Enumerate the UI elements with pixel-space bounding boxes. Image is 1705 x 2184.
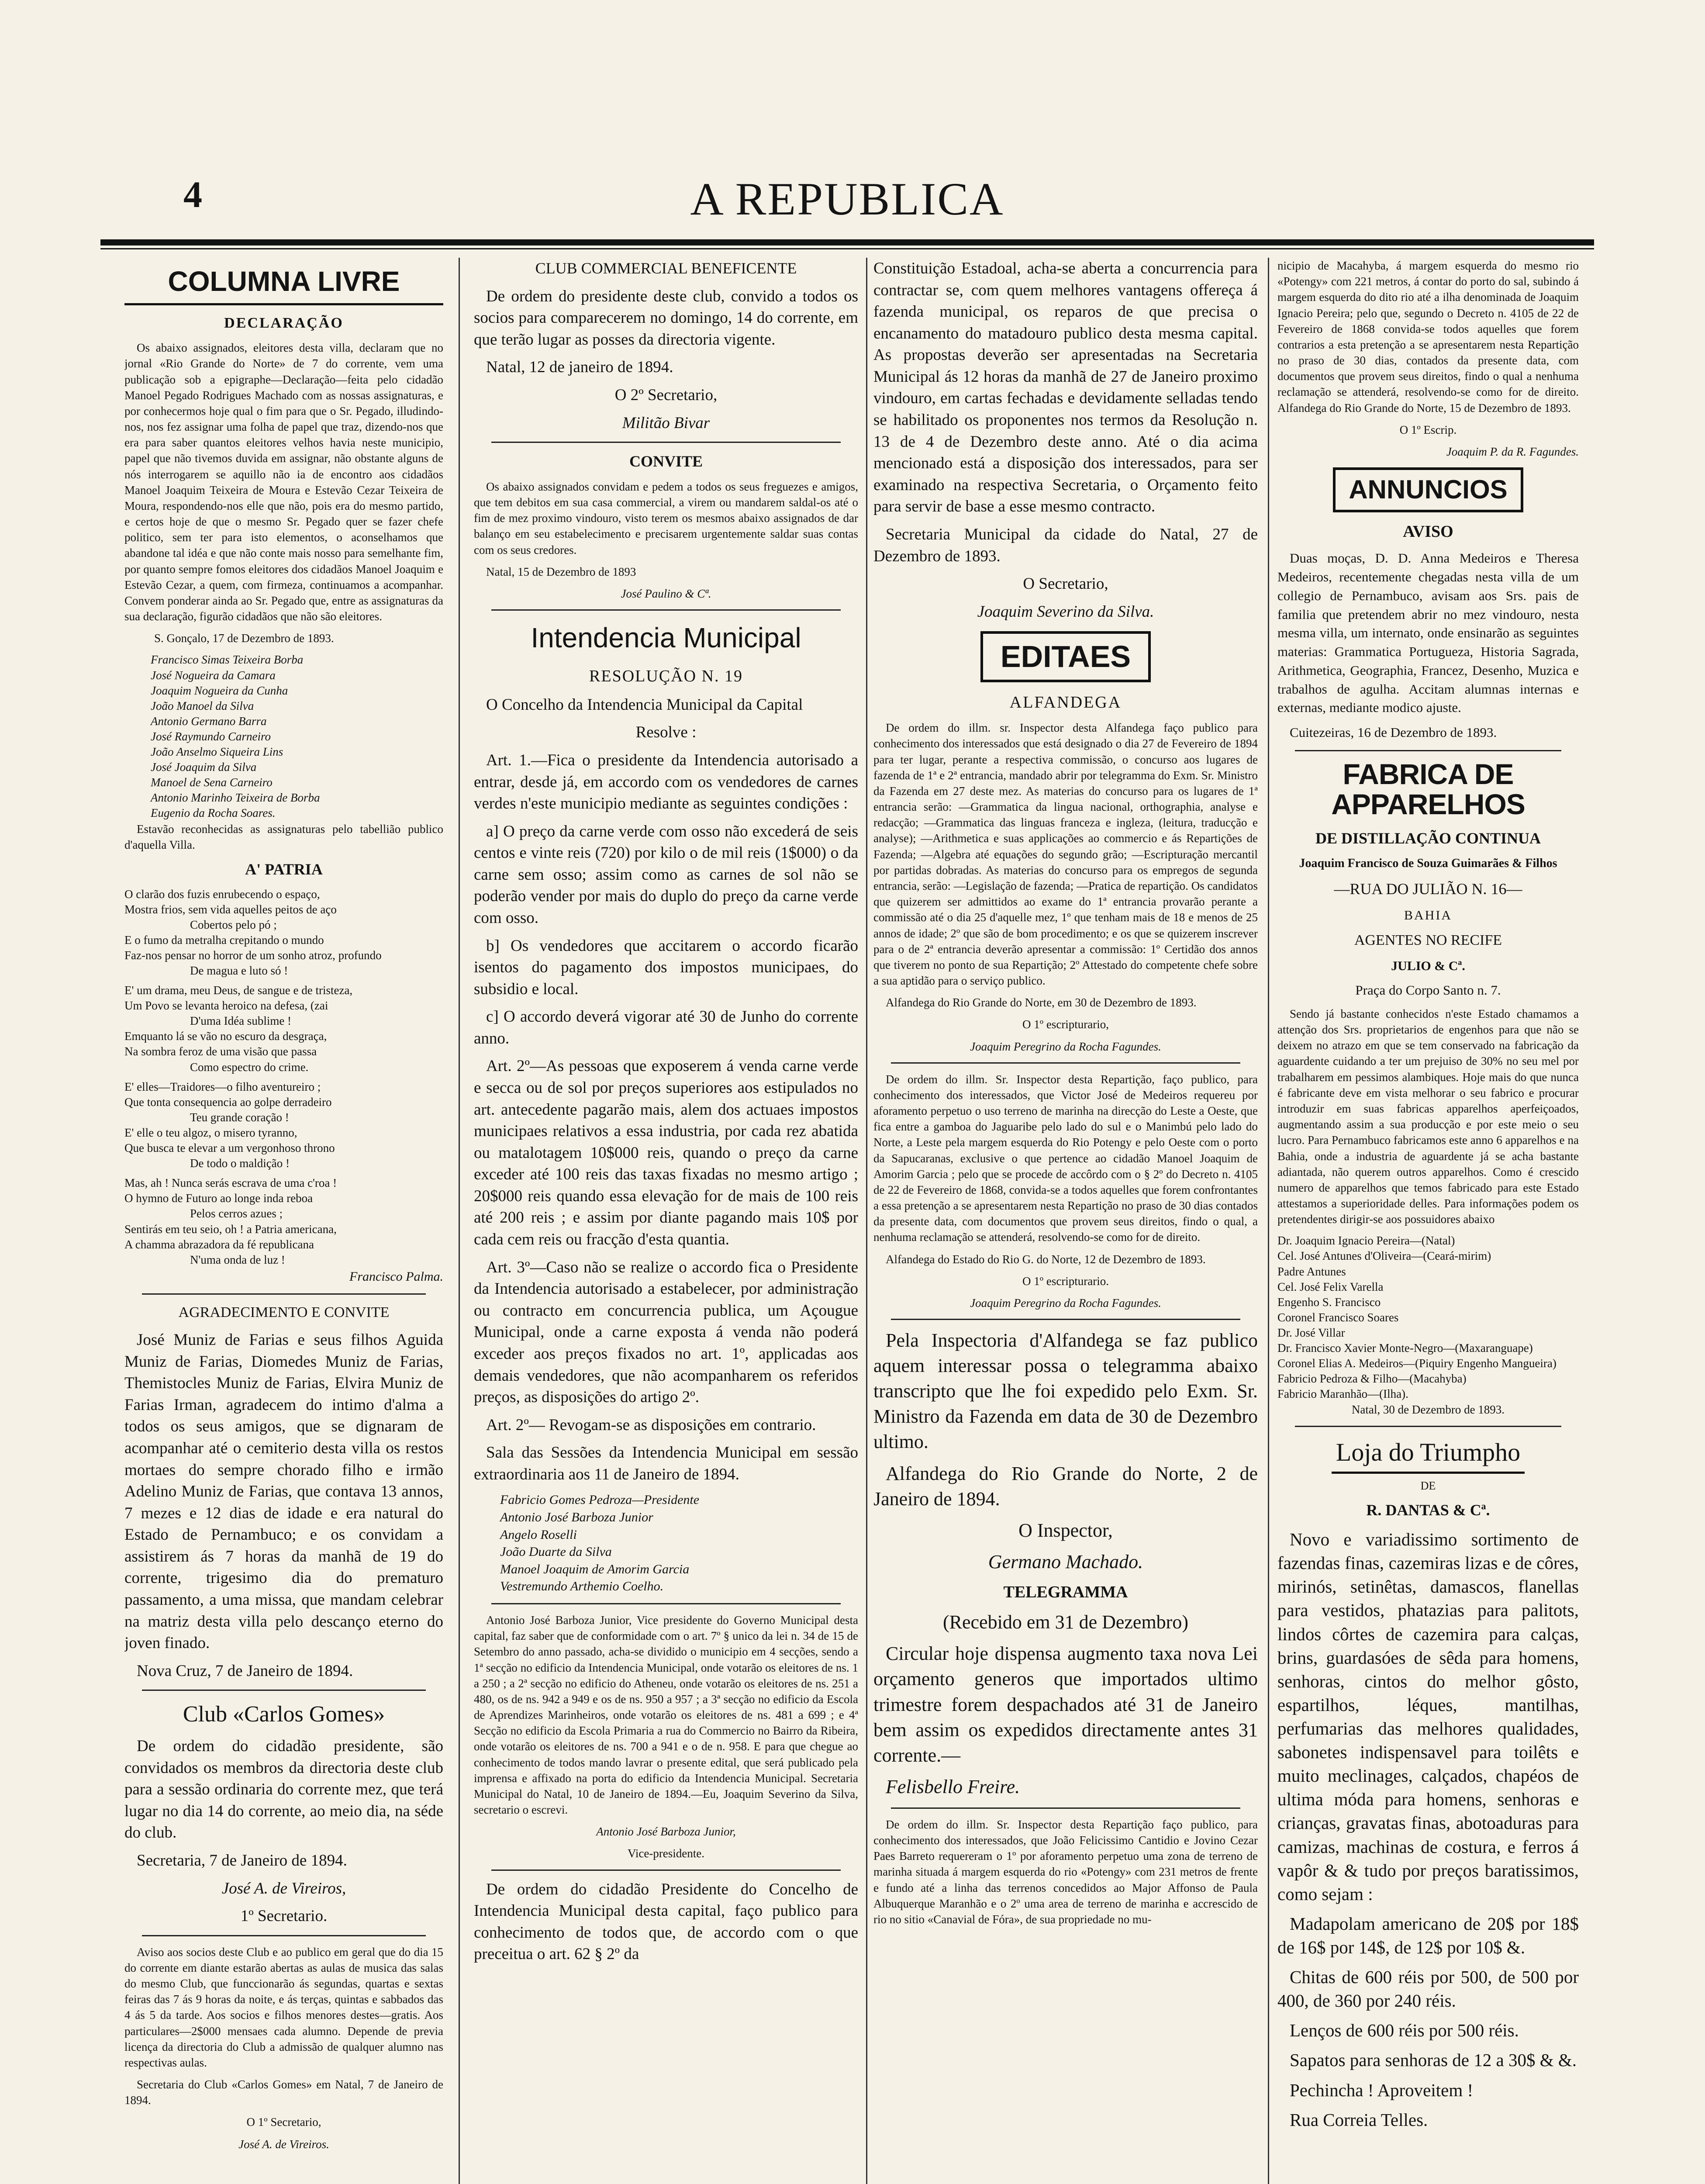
poem-line: Mas, ah ! Nunca serás escrava de uma c'roa !	[124, 1176, 337, 1190]
signer-name: José Raymundo Carneiro	[151, 729, 271, 743]
poem-line: A chamma abrazadora da fé republicana	[124, 1237, 314, 1251]
poem-line: E' um drama, meu Deus, de sangue e de tristeza,	[124, 984, 353, 997]
poem-line: Na sombra feroz de uma visão que passa	[124, 1045, 317, 1058]
poem-line: O clarão dos fuzis enrubecendo o espaço,	[124, 887, 320, 901]
alfandega-signature: Joaquim Peregrino da Rocha Fagundes.	[970, 1040, 1161, 1053]
owner-entry: Fabricio Pedroza & Filho—(Macahyba)	[1277, 1372, 1467, 1386]
section-divider	[891, 1062, 1240, 1064]
fabrica-place: Natal, 30 de Dezembro de 1893.	[1351, 1403, 1505, 1417]
club-text: De ordem do cidadão presidente, são convidados os membros da directoria deste club para a sessão ordinaria do corrente mez, que terá lugar no dia 14 do corrente, ao meio dia, na séde do club.	[124, 1737, 443, 1842]
resolucao-paragraph: b] Os vendedores que accitarem o accordo ficarão isentos do pagamento dos impostos municipaes, do subsidio e local.	[474, 936, 858, 998]
signer-name: Eugenio da Rocha Soares.	[151, 806, 276, 820]
telegramma-text: Circular hoje dispensa augmento taxa nova Lei orçamento generos que importados ultimo trimestre forem despachados até 31 de Janeiro bem assim os expedidos directamente antes 31 corrente.—	[873, 1643, 1258, 1766]
agradecimento-place: Nova Cruz, 7 de Janeiro de 1894.	[137, 1662, 353, 1680]
columna-livre-title: COLUMNA LIVRE	[124, 262, 443, 305]
poem-line: Sentirás em teu seio, oh ! a Patria americana,	[124, 1222, 337, 1236]
page-number: 4	[183, 173, 202, 215]
inspectoria-place: Alfandega do Rio Grande do Norte, 2 de Janeiro de 1894.	[873, 1462, 1258, 1510]
loja-title: Loja do Triumpho	[1332, 1435, 1525, 1474]
resolucao-paragraph: c] O accordo deverá vigorar até 30 de Junho do corrente anno.	[474, 1008, 858, 1047]
loja-owner: R. DANTAS & Cª.	[1366, 1501, 1490, 1519]
publicacao-role: Vice-presidente.	[627, 1847, 705, 1860]
club-carlos-gomes-title: Club «Carlos Gomes»	[183, 1702, 385, 1727]
convite-title: CONVITE	[629, 453, 703, 470]
section-divider	[891, 1807, 1240, 1809]
column-1	[124, 258, 443, 2184]
poem-line: Mostra frios, sem vida aquelles peitos de aço	[124, 902, 337, 916]
owner-entry: Cel. José Felix Varella	[1277, 1280, 1384, 1293]
poem-line: Pelos cerros azues ;	[190, 1207, 283, 1220]
club-commercial-title: CLUB COMMERCIAL BENEFICENTE	[535, 259, 797, 277]
declaracao-place: S. Gonçalo, 17 de Dezembro de 1893.	[154, 632, 334, 645]
signer-name: João Anselmo Siqueira Lins	[151, 745, 283, 759]
fabrica-subtitle: DE DISTILLAÇÃO CONTINUA	[1315, 829, 1541, 847]
alfandega-title: ALFANDEGA	[1009, 693, 1122, 712]
club-aviso-place: Secretaria do Club «Carlos Gomes» em Natal, 7 de Janeiro de 1894.	[124, 2078, 443, 2107]
poem-line: O hymno de Futuro ao longe inda reboa	[124, 1192, 313, 1205]
poem-line: N'uma onda de luz !	[190, 1253, 285, 1266]
section-divider	[891, 1319, 1240, 1320]
declaracao-footer: Estavão reconhecidas as assignaturas pelo tabellião publico d'aquella Villa.	[124, 822, 443, 851]
section-divider	[1295, 750, 1561, 751]
resolucao-signers	[474, 1491, 858, 1595]
club-signature: José A. de Vireiros,	[221, 1879, 346, 1897]
loja-price: Lenços de 600 réis por 500 réis.	[1290, 2020, 1519, 2041]
section-divider	[1295, 1426, 1561, 1427]
column-divider	[459, 258, 460, 2184]
club-commercial-place: Natal, 12 de janeiro de 1894.	[486, 358, 673, 377]
column-3	[873, 258, 1258, 2184]
poem-line: Que tonta consequencia ao golpe derradeiro	[124, 1095, 332, 1109]
resolucao-paragraph: Art. 2º—As pessoas que exposerem á venda carne verde e secca ou de sol por preços superiores aos estipulados no art. antecedente pagarão mais, alem dos actuaes impostos municipaes relativos a essa industria, por cada rez abatida ou matalotagem 10$000 reis, quando o preço da carne exceder até 100 reis das taxas fixadas no mesmo artigo ; 20$000 reis quando essa elevação for de mais de 100 reis até 200 reis ; e assim por diante pagando mais 10$ por cada cem reis ou fracção d'esta quantia.	[474, 1057, 858, 1249]
loja-price: Chitas de 600 réis por 500, de 500 por 400, de 360 por 240 réis.	[1277, 1967, 1579, 2011]
owner-entry: Coronel Francisco Soares	[1277, 1310, 1399, 1324]
edital-signature: Joaquim Peregrino da Rocha Fagundes.	[970, 1296, 1161, 1310]
club-commercial-text: De ordem do presidente deste club, convido a todos os socios para comparecerem no domingo, 14 do corrente, em que terão lugar as posses da directoria vigente.	[474, 287, 858, 349]
fabrica-title: FABRICA DE APPARELHOS	[1331, 757, 1525, 821]
poem-line: Cobertos pelo pó ;	[190, 918, 277, 931]
poem-line: Teu grande coração !	[190, 1110, 289, 1124]
signer-name: Antonio José Barboza Junior	[500, 1510, 653, 1525]
convite-text: Os abaixo assignados convidam e pedem a todos os seus freguezes e amigos, que tem debitos em sua casa commercial, a virem ou mandarem saldal-os até o fim de mez proximo vindouro, visto terem os mesmos abaixo assignados de dar balanço em seu estabelecimento e precisarem urgentemente saldar suas contas com os seus credores.	[474, 480, 858, 556]
section-divider	[491, 609, 841, 611]
column-divider	[1268, 258, 1269, 2184]
aforamento-text: De ordem do illm. Sr. Inspector desta Repartição faço publico, para conhecimento dos interessados, que João Felicissimo Cantidio e Jovino Cezar Paes Barreto requereram o 1º por aforamento perpetuo uma zona de terreno de marinha situada á margem esquerda do rio «Potengy» com 231 metros de frente e fundo até a linha das terrenos concedidos ao Major Affonso de Paula Albuquerque Maranhão e o 2º uma area de terreno de marinha e accrescido de rio no sitio «Canavial de Fóra», de sua propriedade no mu-	[873, 1818, 1258, 1926]
resolucao-paragraph: Art. 3º—Caso não se realize o accordo fica o Presidente da Intendencia autorisado a estabelecer, por administração ou contracto em concurrencia publica, um Açougue Municipal, onde a carne exposta á venda não poderá exceder aos preços fixados no art. 1º, applicadas aos demais vendedores, que não acompanharem os referidos preços, as disposições do artigo 2º.	[474, 1258, 858, 1406]
aviso-title: AVISO	[1403, 522, 1453, 541]
alfandega-text: De ordem do illm. sr. Inspector desta Alfandega faço publico para conhecimento dos interessados que está designado o dia 27 de Fevereiro de 1894 para ter lugar, perante a respectiva commissão, o concurso aos lugares de fazenda de 1ª e 2ª entrancia, mandado abrir por telegramma do Exm. Sr. Ministro da Fazenda em 27 deste mez. As materias do concurso para os lugares de 1ª entrancia serão: —Grammatica da lingua nacional, orthographia, analyse e redacção; —Grammatica das linguas franceza e ingleza, (leitura, traducção e analyse); —Arithmetica e suas applicações ao commercio e ás Repartições de Fazenda; —Algebra até equações do segundo grão; —Escripturação mercantil por partidas dobradas. As materias do concurso para os empregos de segunda entrancia, serão: —Legislação de fazenda; —Pratica de repartição. Os candidatos que quizerem ser admittidos ao exame do 1ª entrancia provarão perante a commissão até o dia 25 d'aquelle mez, 1º que tenham mais de 18 e menos de 25 annos de idade; 2º que são de bom procedimento; e os que se quizerem inscrever para o de 2ª entrancia deverão apresentar a commissão: 1º Certidão dos annos que tiverem no ponto de sua Repartição; 2º Attestado do competente chefe sobre a sua aptidão para o serviço publico.	[873, 721, 1258, 988]
publicacao-text: Antonio José Barboza Junior, Vice presidente do Governo Municipal desta capital, faz saber que de conformidade com o art. 7º § unico da lei n. 34 de 15 de Setembro do anno passado, acha-se dividido o municipio em 4 secções, sendo a 1ª secção no edificio da Intendencia Municipal, onde votarão os eleitores de ns. 1 a 250 ; a 2ª secção no edificio do Atheneu, onde votarão os eleitores de ns. 251 a 480, os de ns. 942 a 949 e os de ns. 950 a 957 ; a 3ª secção no edificio da Escola de Aprendizes Marinheiros, onde votarão os eleitores de ns. 481 a 699 ; e 4ª Secção no edificio da Escola Primaria a rua do Commercio no Bairro da Ribeira, onde votarão os eleitores de ns. 700 a 941 e o de n. 958. E para que chegue ao conhecimento de todos mando lavrar o presente edital, que será publicado pela imprensa e affixado na porta do edificio da Intendencia Municipal. Secretaria Municipal do Natal, 10 de Janeiro de 1894.—Eu, Joaquim Severino da Silva, secretario o escrevi.	[474, 1613, 858, 1817]
agradecimento-title: AGRADECIMENTO E CONVITE	[178, 1304, 390, 1321]
poem-line: E' elle o teu algoz, o misero tyranno,	[124, 1126, 297, 1139]
section-divider	[142, 1690, 426, 1691]
intendencia-title: Intendencia Municipal	[531, 622, 801, 654]
fabrica-owners-list	[1277, 1233, 1579, 1402]
poem-line: Emquanto lá se vão no escuro da desgraça,	[124, 1030, 327, 1043]
section-divider	[142, 1935, 426, 1936]
inspectoria-signature: Germano Machado.	[988, 1551, 1143, 1572]
signer-name: Joaquim Nogueira da Cunha	[151, 684, 288, 697]
poem-line: De todo o maldição !	[190, 1157, 290, 1170]
inspectoria-text: Pela Inspectoria d'Alfandega se faz publico aquem interessar possa o telegramma abaixo transcripto que lhe foi expedido pelo Exm. Sr. Ministro da Fazenda em data de 30 de Dezembro ultimo.	[873, 1330, 1258, 1453]
resolve-label: Resolve :	[635, 723, 697, 742]
convite-place: Natal, 15 de Dezembro de 1893	[486, 565, 636, 578]
declaracao-text: Os abaixo assignados, eleitores desta villa, declaram que no jornal «Rio Grande do Norte» de 7 do corrente, vem uma publicação sob a epigraphe—Declaração—feita pelo cidadão Manoel Pegado Rodrigues Machado com as nossas assignaturas, e por conhecermos hoje qual o fim para que o Sr. Pegado, illudindo-nos, nos fez assignar uma folha de papel que traz, dizendo-nos que era para saber quantos eleitores velhos havia neste municipio, papel que não tivemos duvida em assignar, não obstante alguns de nós interrogarem se aquillo não ia de encontro aos cidadãos Manoel Joaquim Teixeira de Moura e Estevão Cezar Teixeira de Moura, respondendo-nos elle que não, pois era do mesmo partido, e certos hoje de que o mesmo Sr. Pegado quer se fazer chefe politico, sem ter para isto elementos, o aconselhamos que abandone tal idéa e que não conte mais nosso para semelhante fim, por quanto sempre fomos eleitores dos cidadãos Manoel Joaquim e Estevão Cezar, a quem, com firmeza, continuamos a acompanhar. Convem ponderar ainda ao Sr. Pegado que, entre as assignaturas da sua declaração, figurão cidadãos que não são eleitores.	[124, 341, 443, 623]
telegramma-signature: Felisbello Freire.	[886, 1776, 1020, 1797]
resolucao-paragraph: a] O preço da carne verde com osso não excederá de seis centos e vinte reis (720) por kilo o de mil reis (1$000) o da carne sem osso; assim como as carnes de sol não se poderão vender por mais do duplo do preço da carne verde com osso.	[474, 822, 858, 927]
fabrica-agent-address: Praça do Corpo Santo n. 7.	[1355, 982, 1501, 998]
poem-line: E' elles—Traidores—o filho aventureiro ;	[124, 1080, 321, 1093]
club-role: 1º Secretario.	[240, 1907, 328, 1925]
aviso-place: Cuitezeiras, 16 de Dezembro de 1893.	[1290, 725, 1497, 740]
signer-name: Antonio Germano Barra	[151, 714, 267, 728]
owner-entry: Padre Antunes	[1277, 1265, 1346, 1278]
signer-name: José Nogueira da Camara	[151, 668, 276, 682]
signer-name: João Duarte da Silva	[500, 1545, 612, 1559]
edital-role: O 1º escripturario.	[1022, 1274, 1109, 1288]
owner-entry: Cel. José Antunes d'Oliveira—(Ceará-mirim)	[1277, 1249, 1491, 1263]
section-divider	[491, 1870, 841, 1871]
fabrica-owner: Joaquim Francisco de Souza Guimarães & Filhos	[1299, 857, 1557, 871]
concelho-text: De ordem do cidadão Presidente do Concelho de Intendencia Municipal desta capital, faço publico para conhecimento de todos que, de accordo com o que preceitua o art. 62 § 2º da	[474, 1880, 858, 1963]
signer-name: Antonio Marinho Teixeira de Borba	[151, 791, 320, 805]
resolucao-intro: O Concelho da Intendencia Municipal da Capital	[486, 695, 803, 714]
concorrencia-signature: Joaquim Severino da Silva.	[977, 602, 1154, 621]
column-2	[474, 258, 858, 2184]
aforamento-role: O 1º Escrip.	[1399, 423, 1457, 436]
aforamento-continuation: nicipio de Macahyba, á margem esquerda do mesmo rio «Potengy» com 221 metros, á contar do porto do sal, subindo á margem esquerda do dito rio até a ilha denominada de Joaquim Ignacio Pereira; pelo que, segundo o Decreto n. 4105 de 22 de Fevereiro de 1868 convida-se todos aquelles que forem contrarios a esta pretenção a se apresentarem nesta Repartição no praso de 30 dias, contados da presente data, com documentos que provem seus direitos, findo o qual a nenhuma reclamação se attenderá, resolvendo-se como for de direito. Alfandega do Rio Grande do Norte, 15 de Dezembro de 1893.	[1277, 259, 1579, 415]
alfandega-role: O 1º escripturario,	[1022, 1018, 1109, 1031]
signer-name: Manoel Joaquim de Amorim Garcia	[500, 1562, 690, 1576]
loja-footer: Pechincha ! Aproveitem !	[1290, 2080, 1474, 2100]
aviso-text: Duas moças, D. D. Anna Medeiros e Theresa Medeiros, recentemente chegadas nesta villa de um collegio de Pernambuco, avisam aos Srs. pais de familia que pretendem abrir no mez vindouro, nesta mesma villa, um internato, onde ensinarão as seguintes materias: Grammatica Portugueza, Historia Sagrada, Arithmetica, Geographia, Francez, Desenho, Muzica e trabalhos de agulha. Accitam alumnas internas e externas, mediante modico ajuste.	[1277, 550, 1579, 715]
resolucao-paragraph: Art. 1.—Fica o presidente da Intendencia autorisado a entrar, desde já, em accordo com os vendedores de carnes verdes n'este municipio mediante as seguintes condições :	[474, 751, 858, 813]
signer-name: José Joaquim da Silva	[151, 760, 257, 774]
concorrencia-place: Secretaria Municipal da cidade do Natal, 27 de Dezembro de 1893.	[873, 525, 1258, 565]
signer-name: Francisco Simas Teixeira Borba	[151, 653, 304, 667]
loja-de: DE	[1420, 1479, 1436, 1492]
resolucao-title: RESOLUÇÃO N. 19	[589, 667, 743, 686]
signer-name: Manoel de Sena Carneiro	[151, 776, 273, 789]
fabrica-city: BAHIA	[1404, 908, 1452, 923]
column-divider	[866, 258, 867, 2184]
agradecimento-text: José Muniz de Farias e seus filhos Aguida Muniz de Farias, Diomedes Muniz de Farias, Themistocles Muniz de Farias, Elvira Muniz de Farias Irman, agradecem do intimo d'alma a todos os seus amigos, que se dignaram de acompanhar até o cemiterio desta villa os restos mortaes do sempre chorado filho e irmão Adelino Muniz de Farias, que contava 13 annos, 7 mezes e 12 dias de idade e era natural do Estado de Pernambuco; e os convidam a assistirem ás 7 horas da manhã de 19 do corrente, trigesimo dia do prematuro passamento, a uma missa, que mandam celebrar na matriz desta villa pelo descanço eterno do joven finado.	[124, 1331, 443, 1652]
club-aviso-signature: José A. de Vireiros.	[238, 2137, 329, 2151]
patria-author: Francisco Palma.	[349, 1269, 443, 1284]
club-commercial-signature: Militão Bivar	[622, 414, 710, 432]
section-divider	[491, 1603, 841, 1604]
signer-name: Fabricio Gomes Pedroza—Presidente	[500, 1493, 700, 1507]
alfandega-place: Alfandega do Rio Grande do Norte, em 30 de Dezembro de 1893.	[886, 996, 1197, 1009]
page-header	[100, 173, 1594, 247]
signer-name: Angelo Roselli	[500, 1527, 577, 1542]
publicacao-signature: Antonio José Barboza Junior,	[596, 1825, 736, 1838]
telegramma-title: TELEGRAMMA	[1003, 1583, 1128, 1601]
inspectoria-role: O Inspector,	[1018, 1519, 1113, 1541]
convite-signature: José Paulino & Cª.	[621, 587, 711, 600]
loja-price: Sapatos para senhoras de 12 a 30$ & &.	[1290, 2050, 1577, 2070]
section-divider	[142, 1293, 426, 1295]
resolucao-paragraph: Sala das Sessões da Intendencia Municipal em sessão extraordinaria aos 11 de Janeiro de 1894.	[474, 1444, 858, 1483]
section-divider	[491, 442, 841, 443]
signers-list	[124, 652, 443, 821]
club-commercial-role: O 2º Secretario,	[614, 386, 718, 404]
fabrica-text: Sendo já bastante conhecidos n'este Estado chamamos a attenção dos Srs. proprietarios de engenhos para que não se deixem no atrazo em que se tem conservado na fabricação da aguardente cuidando a ter um prejuiso de 30% no seu mel por trabalharem em pessimos alambiques. Hoje mais do que nunca é fabricante deve em vista melhorar o seu fabrico e procurar introduzir em suas fabricas apparelhos aperfeiçoados, augmentando assim a sua producção e por este meio o seu lucro. Para Pernambuco fabricamos este anno 6 apparelhos e na Bahia, onde a industria de aguardente já se acha bastante adiantada, não querem outros apparelhos. Como é crescido numero de apparelhos que temos fabricado para este Estado attestamos a superioridade delles. Para informações podem os pretendentes dirigir-se aos possuidores abaixo	[1277, 1007, 1579, 1226]
declaracao-title: DECLARAÇÃO	[224, 315, 344, 332]
club-place: Secretaria, 7 de Janeiro de 1894.	[137, 1851, 347, 1870]
club-aviso-role: O 1º Secretario,	[246, 2115, 321, 2129]
column-4	[1277, 258, 1579, 2184]
signer-name: João Manoel da Silva	[151, 699, 254, 712]
concorrencia-continuation: Constituição Estadoal, acha-se aberta a concurrencia para contractar se, com quem melhores vantagens offereça á fazenda municipal, os reparos de que precisa o encanamento do matadouro publico desta mesma capital. As propostas deverão ser apresentadas na Secretaria Municipal ás 12 horas da manhã de 27 de Janeiro proximo vindouro, em cartas fechadas e devidamente selladas tendo se habilitado os proponentes nos termos da Resolução n. 13 de 4 de Dezembro deste anno. Até o dia acima mencionado está a disposição dos interessados, para ser examinado na respectiva Secretaria, o Orçamento feito para servir de base a esse mesmo contracto.	[873, 259, 1258, 516]
owner-entry: Dr. Joaquim Ignacio Pereira—(Natal)	[1277, 1234, 1455, 1248]
fabrica-agents: AGENTES NO RECIFE	[1354, 932, 1502, 948]
resolucao-paragraph: Art. 2º— Revogam-se as disposições em contrario.	[486, 1416, 816, 1434]
masthead-title: A REPUBLICA	[690, 173, 1004, 225]
patria-title: A' PATRIA	[245, 860, 323, 878]
poem-line: De magua e luto só !	[190, 964, 288, 977]
poem-line: E o fumo da metralha crepitando o mundo	[124, 933, 324, 947]
club-aviso-text: Aviso aos socios deste Club e ao publico em geral que do dia 15 do corrente em diante estarão abertas as aulas de musica das salas do mesmo Club, que funccionarão ás segundas, quartas e sextas feiras das 7 ás 9 horas da noite, e ás terças, quintas e sabbados das 4 ás 5 da tarde. Aos socios e filhos menores destes—gratis. Aos particulares—2$000 mensaes cada alumno. Depende de previa licença da directoria do Club a admissão de qualquer alumno nas respectivas aulas.	[124, 1945, 443, 2069]
loja-address: Rua Correia Telles.	[1290, 2109, 1428, 2130]
owner-entry: Coronel Elias A. Medeiros—(Piquiry Engenho Mangueira)	[1277, 1357, 1557, 1370]
signer-name: Vestremundo Arthemio Coelho.	[500, 1579, 664, 1594]
annuncios-title: ANNUNCIOS	[1333, 467, 1523, 512]
patria-poem	[124, 887, 443, 1268]
edital-text: De ordem do illm. Sr. Inspector desta Repartição, faço publico, para conhecimento dos interessados, que Victor José de Medeiros requereu por aforamento perpetuo o uso terreno de marinha na direcção do Leste a Oeste, que fica entre a gamboa do Jaguaribe pelo lado do sul e o Manimbú pelo lado do Norte, a Leste pela margem esquerda do Rio Potengy e pelo Oeste com o porto da Sapucaranas, exclusive o que pertence ao cidadão Manoel Joaquim de Amorim Garcia ; pelo que se procede de accôrdo com o § 2º do Decreto n. 4105 de 22 de Fevereiro de 1868, convida-se a todos aquelles que forem confrontantes a essa pretenção a se apresentarem nesta Repartição no praso de 30 dias contados da presente data, com documentos que provem seus direitos, findo o qual, a nenhuma reclamação se attenderá, resolvendo-se como for de direito.	[873, 1072, 1258, 1244]
owner-entry: Dr. José Villar	[1277, 1326, 1345, 1339]
edital-place: Alfandega do Estado do Rio G. do Norte, 12 de Dezembro de 1893.	[886, 1252, 1206, 1266]
poem-line: Como espectro do crime.	[190, 1060, 309, 1074]
owner-entry: Engenho S. Francisco	[1277, 1295, 1381, 1309]
owner-entry: Fabricio Maranhão—(Ilha).	[1277, 1387, 1408, 1401]
poem-line: D'uma Idéa sublime !	[190, 1014, 292, 1028]
editaes-title: EDITAES	[980, 631, 1151, 682]
aforamento-signature: Joaquim P. da R. Fagundes.	[1446, 445, 1579, 458]
poem-line: Que busca te elevar a um vergonhoso throno	[124, 1141, 335, 1155]
owner-entry: Dr. Francisco Xavier Monte-Negro—(Maxaranguape)	[1277, 1341, 1533, 1355]
poem-line: Um Povo se levanta heroico na defesa, (zai	[124, 999, 328, 1013]
header-rule-thin	[100, 248, 1594, 249]
telegramma-subtitle: (Recebido em 31 de Dezembro)	[943, 1611, 1188, 1633]
concorrencia-role: O Secretario,	[1023, 575, 1108, 593]
header-rule	[100, 239, 1594, 245]
loja-text: Novo e variadissimo sortimento de fazendas finas, cazemiras lizas e de côres, mirinós, setinêtas, damascos, flanellas para vestidos, phatazias para palitots, lindos côrtes de cazemira para calças, brins, guardasóes de sêda para homens, senhoras, cintos do melhor gôsto, espartilhos, léques, mantilhas, perfumarias das melhores qualidades, sabonetes indispensavel para toilêts e muito meclinages, calçados, chapéos de ultima móda para homens, senhoras e crianças, gravatas finas, abotoaduras para camizas, machinas de costura, e ferros á vapôr & & tudo por preços baratissimos, como sejam :	[1277, 1529, 1579, 1904]
loja-price: Madapolam americano de 20$ por 18$ de 16$ por 14$, de 12$ por 10$ &.	[1277, 1913, 1579, 1958]
fabrica-agent-name: JULIO & Cª.	[1391, 958, 1465, 973]
fabrica-address: —RUA DO JULIÃO N. 16—	[1334, 880, 1522, 898]
poem-line: Faz-nos pensar no horror de um sonho atroz, profundo	[124, 948, 382, 962]
